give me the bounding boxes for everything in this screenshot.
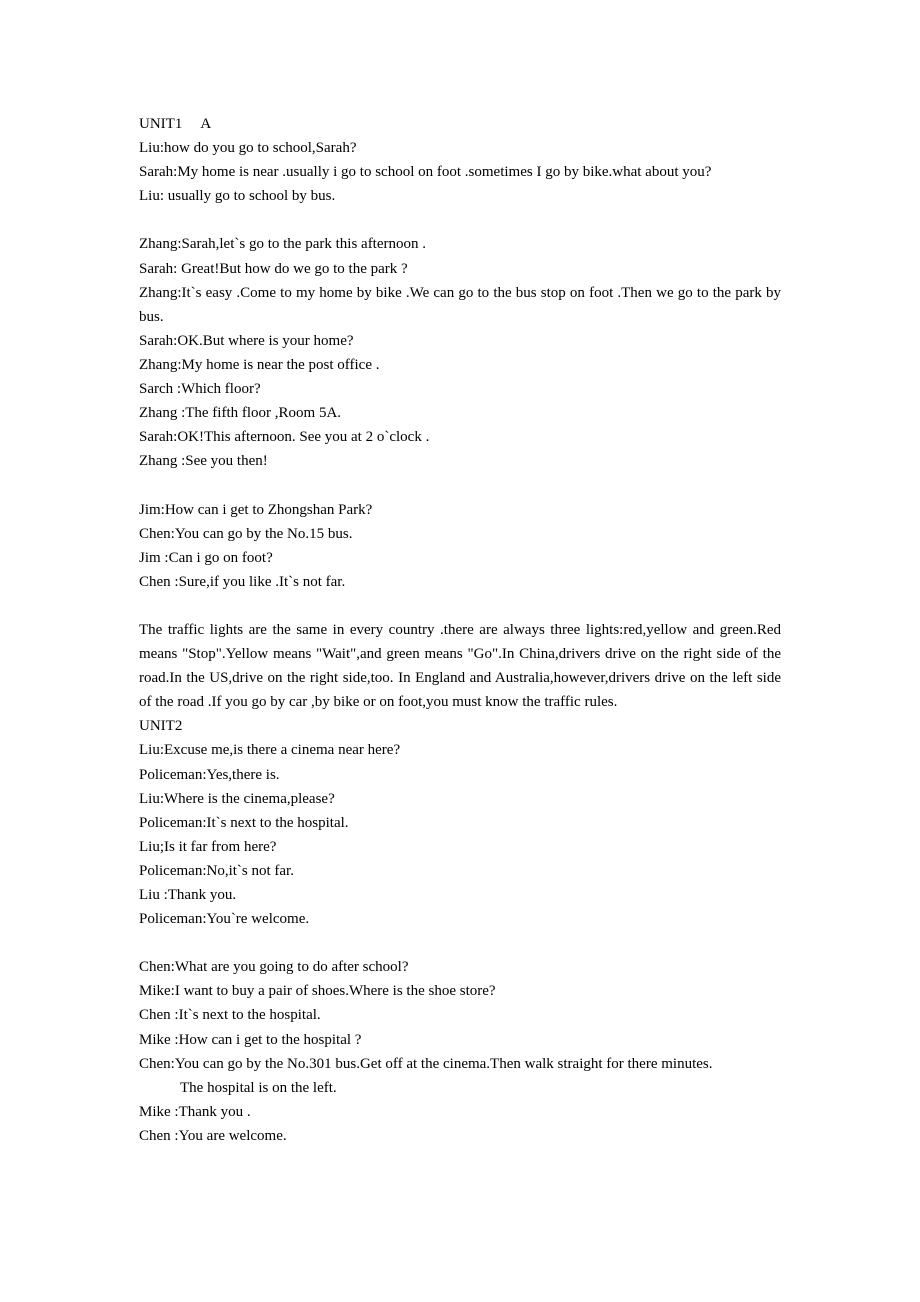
dialog-line: Sarch :Which floor?	[139, 381, 261, 398]
dialog-line: Chen:You can go by the No.15 bus.	[139, 525, 353, 542]
unit1-heading	[139, 112, 781, 136]
unit1-title: UNIT1	[139, 116, 183, 132]
unit1-dialog-2	[139, 232, 781, 473]
dialog-line: Policeman:It`s next to the hospital.	[139, 814, 349, 831]
dialog-line: Liu:Where is the cinema,please?	[139, 790, 335, 807]
unit2-dialog-1	[139, 738, 781, 931]
blank-line	[139, 473, 781, 497]
dialog-line: Chen:You can go by the No.301 bus.Get off at the cinema.Then walk straight for there minutes.	[139, 1055, 713, 1072]
dialog-line: Liu:how do you go to school,Sarah?	[139, 140, 357, 157]
dialog-line: Zhang :See you then!	[139, 453, 268, 470]
dialog-line: Liu:Excuse me,is there a cinema near here?	[139, 742, 401, 759]
unit1-dialog-1	[139, 136, 781, 208]
dialog-line: Liu :Thank you.	[139, 887, 237, 903]
dialog-line: Mike :How can i get to the hospital ?	[139, 1031, 362, 1048]
blank-line	[139, 931, 781, 955]
blank-line	[139, 594, 781, 618]
dialog-line: Chen:What are you going to do after school?	[139, 959, 409, 976]
unit1-section-label: A	[200, 116, 212, 132]
unit2-heading: UNIT2	[139, 718, 183, 735]
dialog-line: Chen :Sure,if you like .It`s not far.	[139, 573, 346, 590]
dialog-line: Liu: usually go to school by bus.	[139, 188, 336, 205]
dialog-line: Policeman:You`re welcome.	[139, 911, 310, 928]
dialog-line: Zhang:Sarah,let`s go to the park this afternoon .	[139, 236, 427, 253]
unit2-dialog-2	[139, 955, 781, 1148]
dialog-line: Sarah: Great!But how do we go to the park ?	[139, 260, 408, 277]
dialog-line-continuation: The hospital is on the left.	[180, 1079, 337, 1096]
dialog-line: Mike:I want to buy a pair of shoes.Where is the shoe store?	[139, 983, 496, 1000]
document-page	[139, 112, 781, 1148]
unit1-dialog-3	[139, 498, 781, 594]
dialog-line: Zhang:My home is near the post office .	[139, 356, 380, 373]
dialog-line: Zhang :The fifth floor ,Room 5A.	[139, 405, 342, 422]
dialog-line: Zhang:It`s easy .Come to my home by bike .We can go to the bus stop on foot .Then we go to the park by bus.	[139, 284, 781, 325]
dialog-line: Liu;Is it far from here?	[139, 838, 277, 855]
dialog-line: Jim :Can i go on foot?	[139, 549, 273, 566]
dialog-line: Jim:How can i get to Zhongshan Park?	[139, 501, 373, 518]
dialog-line: Chen :It`s next to the hospital.	[139, 1007, 321, 1024]
dialog-line: Mike :Thank you .	[139, 1103, 251, 1120]
dialog-line: Sarah:OK.But where is your home?	[139, 332, 354, 349]
reading-paragraph: The traffic lights are the same in every country .there are always three lights:red,yellow and green.Red means "Stop".Yellow means "Wait",and green means "Go".In China,drivers drive on the right side of the road.In the US,drive on the right side,too. In England and Australia,however,drivers drive on the left side of the road .If you go by car ,by bike or on foot,you must know the traffic rules.	[139, 621, 781, 711]
dialog-line: Chen :You are welcome.	[139, 1127, 287, 1144]
dialog-line: Sarah:OK!This afternoon. See you at 2 o`clock .	[139, 429, 430, 446]
dialog-line: Sarah:My home is near .usually i go to school on foot .sometimes I go by bike.what about you?	[139, 164, 712, 181]
dialog-line: Policeman:Yes,there is.	[139, 766, 280, 783]
dialog-line: Policeman:No,it`s not far.	[139, 862, 294, 879]
blank-line	[139, 208, 781, 232]
